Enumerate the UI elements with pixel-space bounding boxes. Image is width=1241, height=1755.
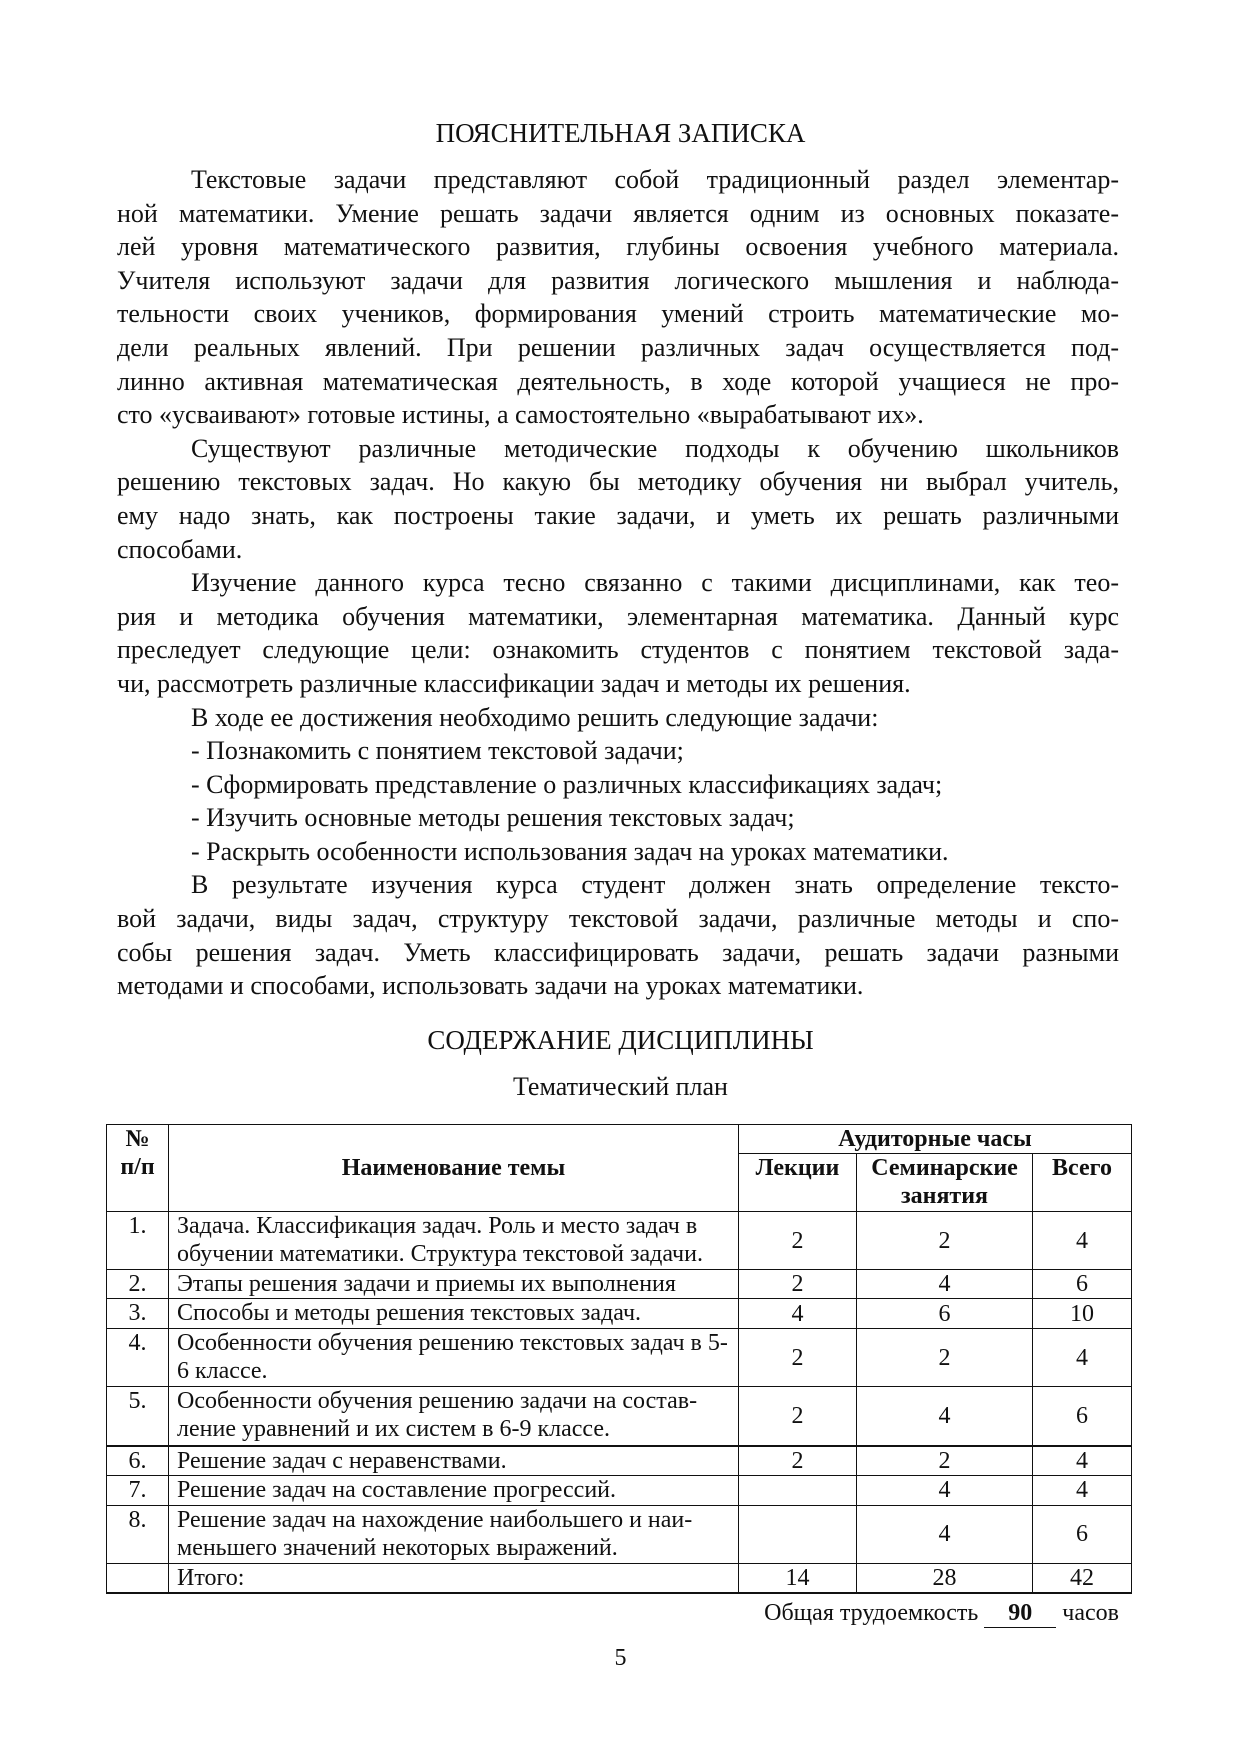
total-workload xyxy=(764,1600,1119,1628)
cell-topic: Задача. Классификация задач. Роль и место задач в обучении математики. Структура текстовой задачи. xyxy=(169,1212,739,1270)
header-num: № п/п xyxy=(107,1125,169,1212)
text-line: преследует следующие цели: ознакомить студентов с понятием текстовой зада- xyxy=(117,635,1119,665)
table-row xyxy=(107,1475,1132,1505)
cell-num: 1. xyxy=(107,1212,169,1270)
totals-seminars: 28 xyxy=(857,1563,1033,1593)
table-caption: Тематический план xyxy=(513,1072,728,1101)
text-line: В ходе ее достижения необходимо решить следующие задачи: xyxy=(191,702,879,732)
section-heading: СОДЕРЖАНИЕ ДИСЦИПЛИНЫ xyxy=(427,1025,814,1055)
cell-num: 3. xyxy=(107,1299,169,1329)
cell-seminars: 4 xyxy=(857,1505,1033,1563)
cell-num: 2. xyxy=(107,1270,169,1299)
totals-row xyxy=(107,1563,1132,1593)
totals-total: 42 xyxy=(1033,1563,1132,1593)
text-line: решению текстовых задач. Но какую бы методику обучения ни выбрал учитель, xyxy=(117,467,1119,497)
text-line: рия и методика обучения математики, элементарная математика. Данный курс xyxy=(117,601,1119,631)
header-topic: Наименование темы xyxy=(169,1125,739,1212)
text-line: лей уровня математического развития, глубины освоения учебного материала. xyxy=(117,232,1119,262)
cell-num: 4. xyxy=(107,1329,169,1387)
text-line: Изучение данного курса тесно связанно с такими дисциплинами, как тео- xyxy=(191,568,1119,598)
cell-lectures: 2 xyxy=(739,1212,857,1270)
cell-num: 6. xyxy=(107,1446,169,1476)
text-line: - Познакомить с понятием текстовой задачи; xyxy=(191,736,684,766)
text-line: вой задачи, виды задач, структуру текстовой задачи, различные методы и спо- xyxy=(117,904,1119,934)
cell-lectures: 4 xyxy=(739,1299,857,1329)
text-line: - Изучить основные методы решения текстовых задач; xyxy=(191,803,795,833)
table-row xyxy=(107,1270,1132,1299)
table-row xyxy=(107,1387,1132,1446)
workload-unit: часов xyxy=(1062,1600,1119,1626)
cell-topic: Решение задач с неравенствами. xyxy=(169,1446,739,1476)
text-line: тельности своих учеников, формирования умений строить математические мо- xyxy=(117,299,1119,329)
text-line: собы решения задач. Уметь классифицировать задачи, решать задачи разными xyxy=(117,937,1119,967)
cell-num: 8. xyxy=(107,1505,169,1563)
cell-topic: Решение задач на составление прогрессий. xyxy=(169,1475,739,1505)
cell-seminars: 4 xyxy=(857,1475,1033,1505)
cell-total: 4 xyxy=(1033,1329,1132,1387)
header-total: Всего xyxy=(1033,1154,1132,1212)
cell-topic: Особенности обучения решению задачи на состав-ление уравнений и их систем в 6-9 классе. xyxy=(169,1387,739,1446)
cell-total: 10 xyxy=(1033,1299,1132,1329)
page-title: ПОЯСНИТЕЛЬНАЯ ЗАПИСКА xyxy=(435,118,806,148)
text-line: способами. xyxy=(117,534,243,564)
cell-seminars: 2 xyxy=(857,1329,1033,1387)
cell-topic: Решение задач на нахождение наибольшего и наи-меньшего значений некоторых выражений. xyxy=(169,1505,739,1563)
table-row xyxy=(107,1505,1132,1563)
text-line: сто «усваивают» готовые истины, а самостоятельно «вырабатывают их». xyxy=(117,400,924,430)
thematic-plan-table xyxy=(106,1124,1132,1594)
text-line: линно активная математическая деятельность, в ходе которой учащиеся не про- xyxy=(117,366,1119,396)
cell-seminars: 6 xyxy=(857,1299,1033,1329)
table-header-row xyxy=(107,1125,1132,1154)
text-line: ему надо знать, как построены такие задачи, и уметь их решать различными xyxy=(117,500,1119,530)
header-auditory-hours: Аудиторные часы xyxy=(739,1125,1132,1154)
text-line: методами и способами, использовать задачи на уроках математики. xyxy=(117,971,864,1001)
cell-seminars: 4 xyxy=(857,1270,1033,1299)
table-row xyxy=(107,1446,1132,1476)
cell-total: 4 xyxy=(1033,1212,1132,1270)
cell-seminars: 4 xyxy=(857,1387,1033,1446)
text-line: Существуют различные методические подходы к обучению школьников xyxy=(191,433,1119,463)
cell-seminars: 2 xyxy=(857,1446,1033,1476)
workload-value: 90 xyxy=(984,1600,1056,1628)
cell-total: 6 xyxy=(1033,1387,1132,1446)
explanatory-note-body xyxy=(117,163,1119,1003)
cell-topic: Этапы решения задачи и приемы их выполнения xyxy=(169,1270,739,1299)
workload-label: Общая трудоемкость xyxy=(764,1600,979,1626)
cell-lectures: 2 xyxy=(739,1329,857,1387)
text-line: Текстовые задачи представляют собой традиционный раздел элементар- xyxy=(191,165,1119,194)
cell-lectures xyxy=(739,1475,857,1505)
cell-total: 4 xyxy=(1033,1446,1132,1476)
page-number: 5 xyxy=(614,1645,627,1671)
table-row xyxy=(107,1329,1132,1387)
cell-seminars: 2 xyxy=(857,1212,1033,1270)
cell-total: 6 xyxy=(1033,1505,1132,1563)
header-seminars: Семинарские занятия xyxy=(857,1154,1033,1212)
cell-total: 6 xyxy=(1033,1270,1132,1299)
table-row xyxy=(107,1212,1132,1270)
text-line: дели реальных явлений. При решении различных задач осуществляется под- xyxy=(117,332,1119,362)
cell-num: 7. xyxy=(107,1475,169,1505)
text-line: ной математики. Умение решать задачи является одним из основных показате- xyxy=(117,198,1119,228)
cell-lectures: 2 xyxy=(739,1387,857,1446)
text-line: В результате изучения курса студент должен знать определение тексто- xyxy=(191,870,1119,900)
cell-topic: Особенности обучения решению текстовых задач в 5-6 классе. xyxy=(169,1329,739,1387)
cell-lectures: 2 xyxy=(739,1446,857,1476)
cell-lectures xyxy=(739,1505,857,1563)
text-line: Учителя используют задачи для развития логического мышления и наблюда- xyxy=(117,265,1119,295)
cell-total: 4 xyxy=(1033,1475,1132,1505)
text-line: чи, рассмотреть различные классификации задач и методы их решения. xyxy=(117,668,911,698)
text-line: - Сформировать представление о различных классификациях задач; xyxy=(191,769,943,799)
cell-lectures: 2 xyxy=(739,1270,857,1299)
table-row xyxy=(107,1299,1132,1329)
cell-num: 5. xyxy=(107,1387,169,1446)
header-lectures: Лекции xyxy=(739,1154,857,1212)
text-line: - Раскрыть особенности использования задач на уроках математики. xyxy=(191,836,949,866)
totals-label: Итого: xyxy=(169,1563,739,1593)
totals-lectures: 14 xyxy=(739,1563,857,1593)
cell-topic: Способы и методы решения текстовых задач. xyxy=(169,1299,739,1329)
